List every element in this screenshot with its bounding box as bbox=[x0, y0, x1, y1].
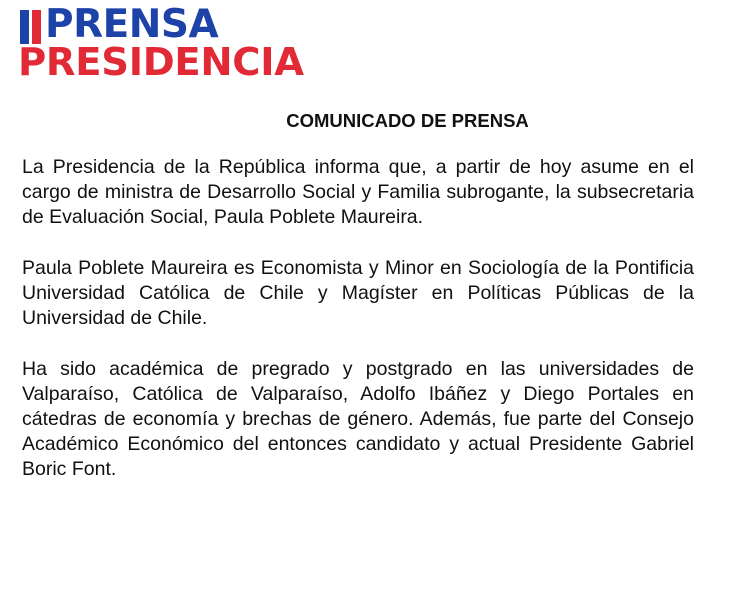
paragraph-experience: Ha sido académica de pregrado y postgrado en las universidades de Valparaíso, Católica de Valparaíso, Adolfo Ibáñez y Diego Portales en cátedras de economía y brechas de género. Además, fue parte del Consejo Académico Económico del entonces candidato y actual Presidente Gabriel Boric Font. bbox=[22, 358, 694, 480]
press-release-body bbox=[22, 155, 694, 508]
paragraph-announcement: La Presidencia de la República informa que, a partir de hoy asume en el cargo de ministra de Desarrollo Social y Familia subrogante, la subsecretaria de Evaluación Social, Paula Poblete Maureira. bbox=[22, 156, 694, 228]
logo-word-prensa: PRENSA bbox=[45, 2, 219, 47]
paragraph-education: Paula Poblete Maureira es Economista y Minor en Sociología de la Pontificia Universidad Católica de Chile y Magíster en Políticas Públicas de la Universidad de Chile. bbox=[22, 257, 694, 329]
prensa-presidencia-logo bbox=[18, 2, 360, 88]
document-heading: COMUNICADO DE PRENSA bbox=[286, 110, 529, 131]
logo-word-presidencia: PRESIDENCIA bbox=[18, 40, 304, 85]
